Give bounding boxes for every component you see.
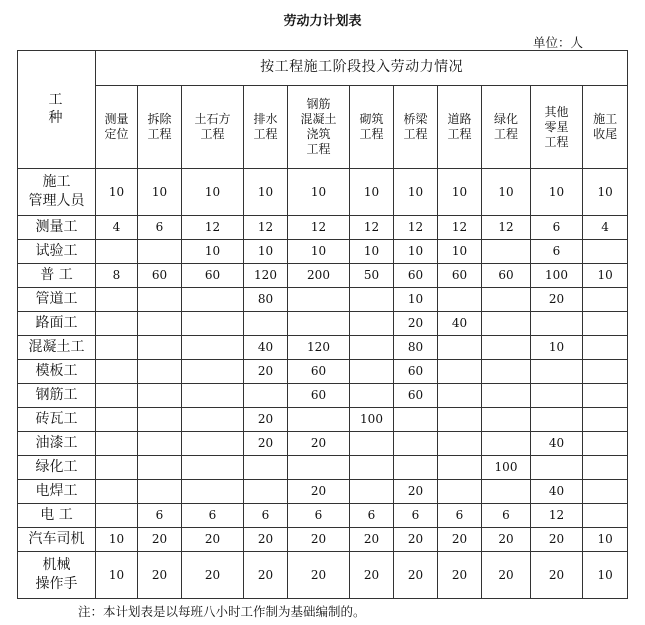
table-row [18,552,628,599]
category-header: 施工 收尾 [583,86,628,169]
table-cell: 10 [438,169,482,216]
table-cell: 10 [244,169,288,216]
table-cell: 20 [182,552,244,599]
table-cell: 6 [138,504,182,528]
row-worker-type: 绿化工 [18,456,96,480]
table-cell [531,360,583,384]
table-cell [531,408,583,432]
labor-plan-table [17,50,628,599]
table-cell: 60 [138,264,182,288]
table-row [18,432,628,456]
table-cell [482,384,531,408]
table-cell [350,288,394,312]
table-cell [182,480,244,504]
table-cell [531,456,583,480]
work-type-header: 工 种 [18,51,96,169]
table-cell: 20 [394,552,438,599]
table-cell: 12 [182,216,244,240]
table-cell: 20 [394,528,438,552]
document-title: 劳动力计划表 [283,14,362,29]
table-cell: 20 [531,552,583,599]
table-cell: 50 [350,264,394,288]
category-header: 道路 工程 [438,86,482,169]
table-cell: 10 [583,264,628,288]
table-cell [394,432,438,456]
row-worker-type: 汽车司机 [18,528,96,552]
table-cell: 6 [244,504,288,528]
table-cell: 10 [394,240,438,264]
table-cell: 200 [288,264,350,288]
table-cell [182,288,244,312]
row-worker-type: 电焊工 [18,480,96,504]
table-cell: 12 [350,216,394,240]
table-cell [438,480,482,504]
table-cell [350,360,394,384]
table-cell: 20 [394,480,438,504]
table-cell: 6 [394,504,438,528]
table-cell: 6 [438,504,482,528]
table-cell: 6 [482,504,531,528]
category-header: 绿化 工程 [482,86,531,169]
table-cell: 20 [244,552,288,599]
table-cell: 20 [244,528,288,552]
table-cell [96,504,138,528]
table-cell [182,408,244,432]
table-cell [583,288,628,312]
table-cell [583,504,628,528]
table-cell [350,432,394,456]
table-cell [96,288,138,312]
category-header: 其他 零星 工程 [531,86,583,169]
table-cell [482,360,531,384]
table-cell: 80 [244,288,288,312]
table-cell [350,312,394,336]
table-cell [583,240,628,264]
table-cell [288,312,350,336]
table-cell: 20 [288,432,350,456]
category-header: 土石方 工程 [182,86,244,169]
table-cell [244,456,288,480]
row-worker-type: 普 工 [18,264,96,288]
category-header: 砌筑 工程 [350,86,394,169]
table-cell: 10 [531,169,583,216]
row-worker-type: 测量工 [18,216,96,240]
table-row [18,288,628,312]
table-cell: 120 [244,264,288,288]
footnote: 注：本计划表是以每班八小时工作制为基础编制的。 [78,604,366,619]
table-cell [438,336,482,360]
row-worker-type: 试验工 [18,240,96,264]
table-cell: 20 [138,528,182,552]
table-cell: 10 [96,528,138,552]
table-cell: 10 [96,552,138,599]
table-cell: 10 [182,240,244,264]
table-cell [244,384,288,408]
table-cell: 12 [531,504,583,528]
table-cell [583,432,628,456]
table-cell: 6 [288,504,350,528]
row-worker-type: 电 工 [18,504,96,528]
table-cell: 10 [583,169,628,216]
table-cell: 4 [583,216,628,240]
table-cell: 60 [182,264,244,288]
table-row [18,336,628,360]
table-row [18,384,628,408]
table-cell [96,456,138,480]
table-cell: 10 [350,240,394,264]
table-cell [394,456,438,480]
table-cell: 20 [288,528,350,552]
table-cell [531,312,583,336]
table-cell: 100 [482,456,531,480]
table-cell [96,240,138,264]
table-cell: 40 [244,336,288,360]
row-worker-type: 管道工 [18,288,96,312]
table-cell: 10 [288,240,350,264]
table-cell: 20 [182,528,244,552]
table-cell: 20 [244,408,288,432]
table-cell: 60 [288,384,350,408]
row-worker-type: 混凝土工 [18,336,96,360]
table-cell [138,312,182,336]
table-row [18,312,628,336]
table-cell: 100 [531,264,583,288]
table-cell: 20 [394,312,438,336]
table-cell [182,336,244,360]
table-cell: 20 [438,528,482,552]
table-cell: 60 [394,360,438,384]
table-cell: 6 [182,504,244,528]
table-cell: 100 [350,408,394,432]
table-cell [583,456,628,480]
table-cell [438,360,482,384]
table-cell [96,360,138,384]
table-cell: 12 [244,216,288,240]
row-worker-type: 模板工 [18,360,96,384]
table-cell: 12 [288,216,350,240]
table-row [18,456,628,480]
table-cell [438,288,482,312]
table-row [18,504,628,528]
table-cell [138,456,182,480]
table-cell: 10 [244,240,288,264]
table-cell: 60 [394,384,438,408]
table-cell [182,456,244,480]
table-cell [350,336,394,360]
row-worker-type: 油漆工 [18,432,96,456]
table-cell: 20 [138,552,182,599]
table-cell [244,480,288,504]
table-cell: 10 [182,169,244,216]
table-cell [182,384,244,408]
table-cell [182,432,244,456]
category-header: 拆除 工程 [138,86,182,169]
table-cell: 12 [482,216,531,240]
row-worker-type: 路面工 [18,312,96,336]
category-header: 钢筋 混凝土 浇筑 工程 [288,86,350,169]
table-cell [138,360,182,384]
table-cell: 10 [583,528,628,552]
table-cell: 20 [350,552,394,599]
table-cell [482,288,531,312]
table-cell [583,336,628,360]
table-cell: 20 [531,528,583,552]
table-cell [583,384,628,408]
table-cell [138,480,182,504]
table-cell: 10 [394,169,438,216]
table-cell [482,408,531,432]
table-cell [96,408,138,432]
table-cell: 12 [394,216,438,240]
table-cell: 20 [288,552,350,599]
table-row [18,360,628,384]
table-cell: 20 [244,432,288,456]
row-worker-type: 钢筋工 [18,384,96,408]
table-cell [138,432,182,456]
table-cell: 40 [531,480,583,504]
table-cell: 20 [288,480,350,504]
table-cell: 60 [438,264,482,288]
table-cell [583,408,628,432]
table-cell [138,240,182,264]
table-cell: 6 [350,504,394,528]
table-row [18,408,628,432]
table-cell: 10 [138,169,182,216]
table-cell [288,456,350,480]
unit-label: 单位：人 [533,35,584,50]
table-cell [182,360,244,384]
table-cell [96,384,138,408]
table-cell [138,288,182,312]
table-cell: 60 [288,360,350,384]
table-cell [350,384,394,408]
table-cell [138,384,182,408]
table-cell [482,336,531,360]
category-header-row [18,86,628,169]
table-cell [482,240,531,264]
table-body [18,169,628,599]
table-cell: 6 [531,240,583,264]
row-worker-type: 砖瓦工 [18,408,96,432]
table-cell: 10 [531,336,583,360]
table-row [18,216,628,240]
category-header: 桥梁 工程 [394,86,438,169]
table-cell: 60 [482,264,531,288]
table-cell [438,432,482,456]
table-cell [182,312,244,336]
table-cell [96,312,138,336]
table-cell: 10 [438,240,482,264]
table-cell [350,480,394,504]
table-cell [583,480,628,504]
table-cell: 60 [394,264,438,288]
table-cell: 10 [96,169,138,216]
phase-span-header: 按工程施工阶段投入劳动力情况 [96,51,628,86]
table-row [18,240,628,264]
table-cell [394,408,438,432]
table-cell: 10 [482,169,531,216]
table-cell: 20 [531,288,583,312]
table-cell [438,456,482,480]
table-cell [288,288,350,312]
table-cell: 8 [96,264,138,288]
table-cell [583,312,628,336]
table-cell [138,336,182,360]
row-worker-type: 施工 管理人员 [18,169,96,216]
row-worker-type: 机械 操作手 [18,552,96,599]
table-cell: 80 [394,336,438,360]
table-cell: 20 [482,528,531,552]
table-cell [244,312,288,336]
table-cell: 10 [288,169,350,216]
table-cell [138,408,182,432]
table-cell [96,336,138,360]
table-cell [96,480,138,504]
table-cell: 20 [482,552,531,599]
table-cell [96,432,138,456]
table-cell: 10 [394,288,438,312]
table-row [18,528,628,552]
table-cell: 4 [96,216,138,240]
table-row [18,480,628,504]
category-header: 排水 工程 [244,86,288,169]
table-cell: 20 [438,552,482,599]
table-cell [583,360,628,384]
table-cell [482,480,531,504]
table-cell: 10 [350,169,394,216]
table-cell [438,384,482,408]
table-cell: 40 [438,312,482,336]
table-row [18,264,628,288]
table-cell [482,432,531,456]
table-cell: 6 [531,216,583,240]
table-row [18,169,628,216]
table-cell: 10 [583,552,628,599]
table-cell [438,408,482,432]
table-cell: 6 [138,216,182,240]
table-cell [350,456,394,480]
table-cell [531,384,583,408]
table-cell: 20 [244,360,288,384]
table-cell: 40 [531,432,583,456]
category-header: 测量 定位 [96,86,138,169]
table-cell: 20 [350,528,394,552]
table-cell: 12 [438,216,482,240]
table-cell [482,312,531,336]
table-cell: 120 [288,336,350,360]
table-cell [288,408,350,432]
